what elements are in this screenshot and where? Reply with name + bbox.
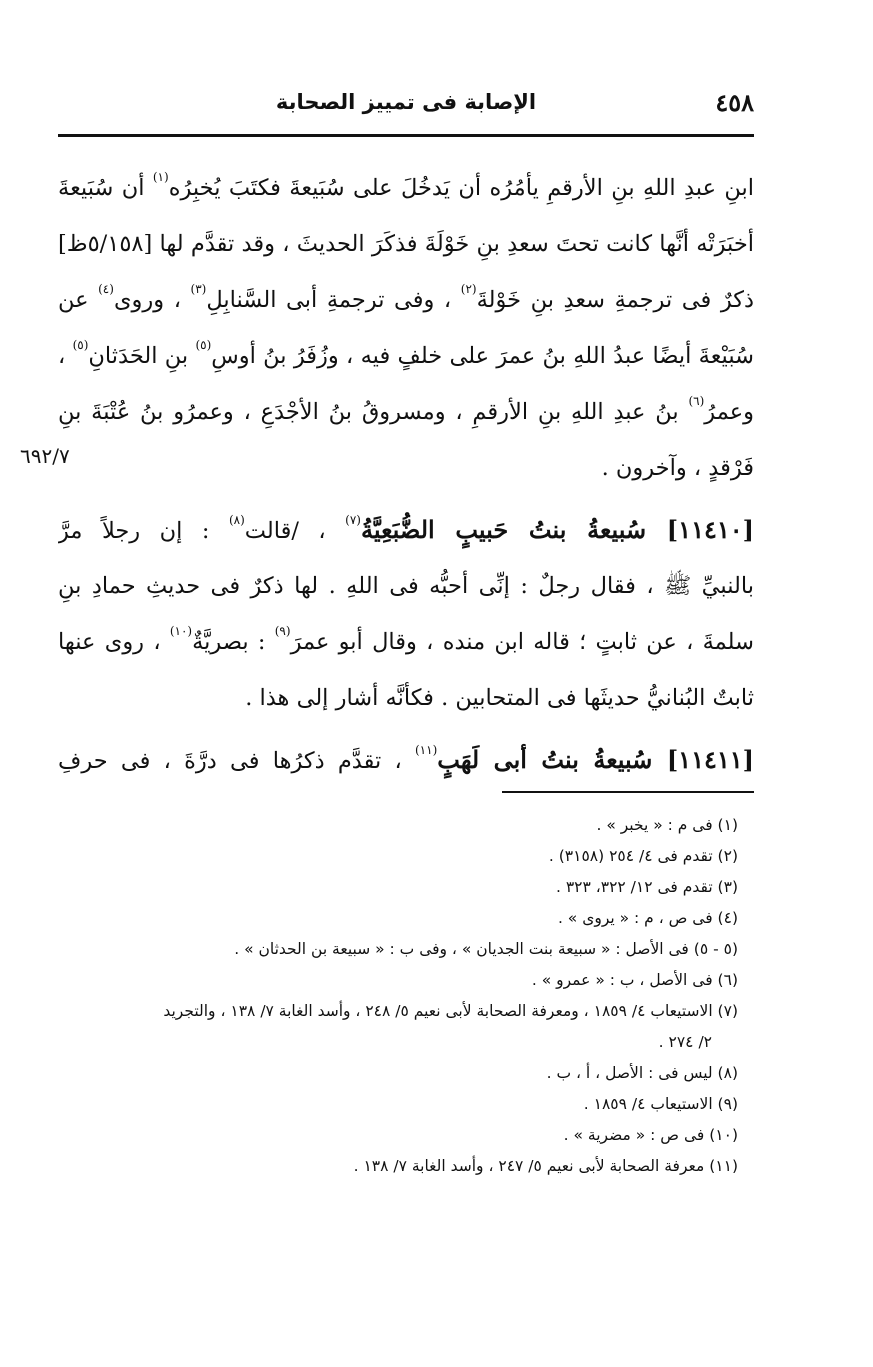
text-line: فَرْقدٍ ، وآخرون . — [601, 455, 754, 481]
text-line: وعمرُ$^{(٦)}$ بنُ عبدِ اللهِ بنِ الأرقمِ ، ومسروقُ بنُ الأجْدَعِ ، وعمرُو بنُ عُتْبَةَ بنِ — [58, 394, 754, 425]
footnote: (٢) تقدم فى ٤/ ٢٥٤ (٣١٥٨) . — [548, 847, 738, 865]
footnote: (٣) تقدم فى ١٢/ ٣٢٢، ٣٢٣ . — [555, 878, 738, 896]
text-line: ابنِ عبدِ اللهِ بنِ الأرقمِ يأمُرُه أن يَدخُلَ على سُبَيعةَ فكتَبَ يُخبِرُه$^{(١)}$ أن سُبَيعةَ — [58, 170, 754, 201]
footnote-continuation: ٢/ ٢٧٤ . — [658, 1033, 712, 1051]
text-line: أخبَرَتْه أنَّها كانت تحتَ سعدِ بنِ خَوْلَةَ فذكَرَ الحديثَ ، وقد تقدَّم لها [٥/١٥٨ظ] — [58, 231, 754, 257]
footnote: (٥ - ٥) فى الأصل : « سبيعة بنت الجديان » ، وفى ب : « سبيعة بن الحدثان » . — [234, 940, 738, 958]
footnote: (٨) ليس فى : الأصل ، أ ، ب . — [546, 1064, 738, 1082]
footnote: (٧) الاستيعاب ٤/ ١٨٥٩ ، ومعرفة الصحابة لأبى نعيم ٥/ ٢٤٨ ، وأسد الغابة ٧/ ١٣٨ ، والتجريد — [163, 1002, 738, 1020]
footnote: (١٠) فى ص : « مضرية » . — [563, 1126, 738, 1144]
footnotes — [58, 810, 738, 1182]
footnote: (٤) فى ص ، م : « يروى » . — [557, 909, 738, 927]
text-line: سُبَيْعةَ أيضًا عبدُ اللهِ بنُ عمرَ على خلفٍ فيه ، وزُفَرُ بنُ أوسِ$^{(٥)}$ بنِ الحَدَثانِ$^{(٥)}$ ، — [58, 338, 754, 369]
entry-heading: [١١٤١٠] سُبيعةُ بنتُ حَبيبٍ الضُّبَعِيَّةُ — [360, 515, 754, 544]
page-header — [58, 88, 754, 122]
footnote: (٩) الاستيعاب ٤/ ١٨٥٩ . — [583, 1095, 738, 1113]
text-line: ذكرٌ فى ترجمةِ سعدِ بنِ خَوْلةَ$^{(٢)}$ ، وفى ترجمةِ أبى السَّنابِلِ$^{(٣)}$ ، وروى$^{(٤)}$ عن — [58, 282, 754, 313]
entry-1411-line: [١١٤١١] سُبيعةُ بنتُ أبى لَهَبٍ$^{(١١)}$ ، تقدَّم ذكرُها فى درَّةَ ، فى حرفِ — [58, 743, 754, 774]
footnote-rule — [502, 791, 754, 793]
page-number: ٤٥٨ — [715, 88, 754, 117]
footnote: (١١) معرفة الصحابة لأبى نعيم ٥/ ٢٤٧ ، وأسد الغابة ٧/ ١٣٨ . — [353, 1157, 738, 1175]
footnote: (٦) فى الأصل ، ب : « عمرو » . — [531, 971, 738, 989]
running-title: الإصابة فى تمييز الصحابة — [275, 90, 537, 114]
margin-reference: ٦٩٢/٧ — [20, 444, 70, 468]
footnote: (١) فى م : « يخبر » . — [596, 816, 738, 834]
entry-1410-line: سلمةَ ، عن ثابتٍ ؛ قاله ابن منده ، وقال أبو عمرَ$^{(٩)}$ : بصريَّةٌ$^{(١٠)}$ ، روى عنها — [58, 624, 754, 655]
entry-1410-line: [١١٤١٠] سُبيعةُ بنتُ حَبيبٍ الضُّبَعِيَّةُ$^{(٧)}$ ، /قالت$^{(٨)}$ : إن رجلاً مرَّ — [58, 513, 754, 544]
entry-1410-line: بالنبيِّ ﷺ ، فقال رجلٌ : إنِّى أحبُّه فى اللهِ . لها ذكرٌ فى حديثِ حمادِ بنِ — [58, 573, 754, 599]
header-rule — [58, 134, 754, 137]
entry-heading: [١١٤١١] سُبيعةُ بنتُ أبى لَهَبٍ — [437, 745, 754, 774]
main-text — [58, 160, 754, 788]
entry-1410-line: ثابتٌ البُنانيُّ حديثَها فى المتحابين . فكأنَّه أشار إلى هذا . — [245, 685, 754, 711]
